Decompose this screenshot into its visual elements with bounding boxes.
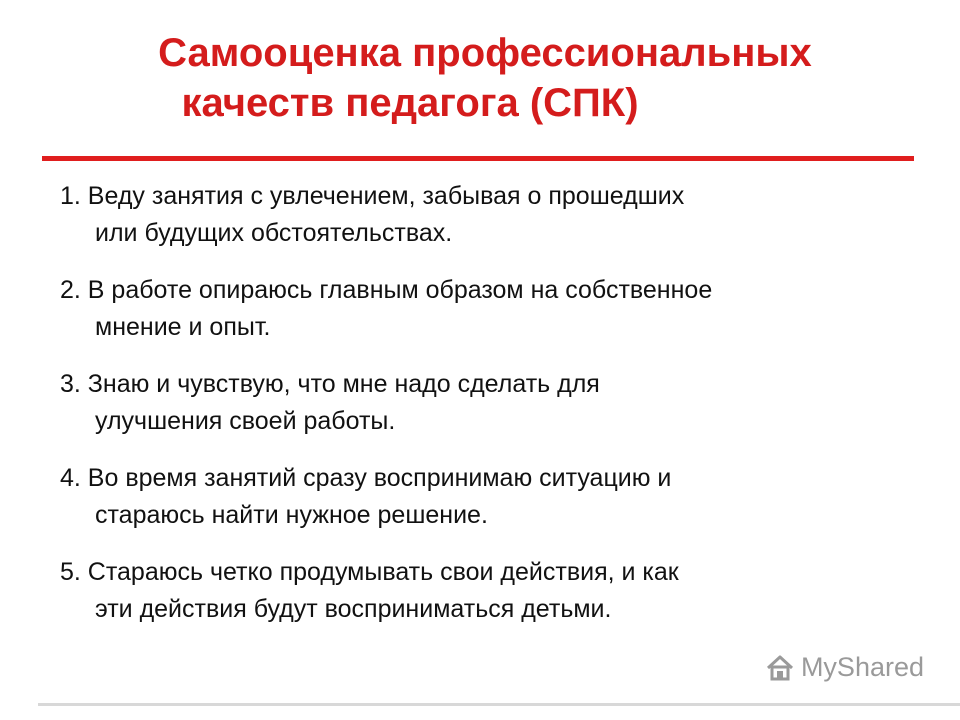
watermark-text: MyShared xyxy=(800,652,924,682)
list-item-line-1: 4. Во время занятий сразу воспринимаю ситуацию и xyxy=(60,464,672,492)
list-item xyxy=(60,272,920,346)
slide-title-line-1: Самооценка профессиональных xyxy=(158,31,812,75)
title-underline xyxy=(42,156,914,161)
slide-title xyxy=(40,28,930,128)
footer-divider xyxy=(38,703,960,706)
list-item-line-2: улучшения своей работы. xyxy=(95,407,396,435)
list-item-line-2: или будущих обстоятельствах. xyxy=(95,219,453,247)
list-item-line-1: 3. Знаю и чувствую, что мне надо сделать для xyxy=(60,370,600,398)
myshared-watermark xyxy=(765,652,924,683)
list-item-line-1: 2. В работе опираюсь главным образом на собственное xyxy=(60,276,713,304)
list-item-line-2: мнение и опыт. xyxy=(95,313,271,341)
myshared-logo-icon xyxy=(765,653,795,683)
list-item xyxy=(60,366,920,440)
list-item xyxy=(60,178,920,252)
criteria-list xyxy=(60,178,920,648)
list-item-line-2: стараюсь найти нужное решение. xyxy=(95,501,488,529)
list-item-line-1: 5. Стараюсь четко продумывать свои действия, и как xyxy=(60,558,679,586)
list-item xyxy=(60,460,920,534)
slide-title-line-2: качеств педагога (СПК) xyxy=(181,81,639,125)
list-item-line-2: эти действия будут восприниматься детьми. xyxy=(95,595,612,623)
list-item xyxy=(60,554,920,628)
list-item-line-1: 1. Веду занятия с увлечением, забывая о прошедших xyxy=(60,182,685,210)
